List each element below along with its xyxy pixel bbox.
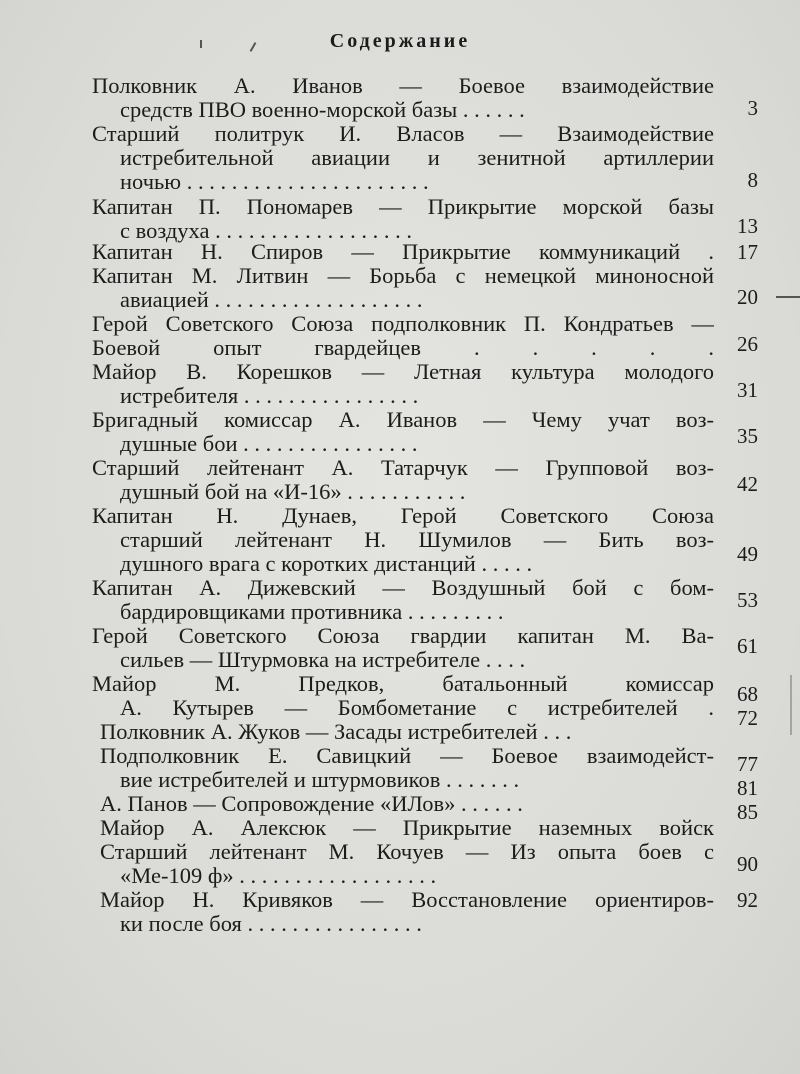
toc-page-number: 49	[737, 542, 758, 566]
toc-page-number: 61	[737, 634, 758, 658]
toc-entry-line: Полковник А. Жуков — Засады истребителей . . .	[100, 719, 572, 744]
toc-entry-line: Майор М. Предков, батальонный комиссар	[92, 671, 714, 696]
toc-entry-line: Бригадный комиссар А. Иванов — Чему учат воз-	[92, 407, 714, 432]
toc-page-number: 31	[737, 378, 758, 402]
toc-page-number: 20	[737, 285, 758, 309]
toc-page-number: 26	[737, 332, 758, 356]
toc-entry-line: Капитан П. Пономарев — Прикрытие морской базы	[92, 194, 714, 219]
toc-entry-line: душного врага с коротких дистанций . . . . .	[120, 551, 533, 576]
toc-page-number: 53	[737, 588, 758, 612]
toc-entry-line: А. Панов — Сопровождение «ИЛов» . . . . . .	[100, 791, 523, 816]
toc-entry-line: с воздуха . . . . . . . . . . . . . . . . . .	[120, 218, 412, 243]
toc-page-number: 90	[737, 852, 758, 876]
toc-entry-line: Капитан А. Дижевский — Воздушный бой с бом-	[92, 575, 714, 600]
toc-entry-line: ночью . . . . . . . . . . . . . . . . . . . . . .	[120, 169, 429, 194]
toc-entry-line: сильев — Штурмовка на истребителе . . . .	[120, 647, 526, 672]
toc-entry-line: средств ПВО военно-морской базы . . . . . .	[120, 97, 525, 122]
page-title: Содержание	[329, 30, 471, 52]
toc-entry-line: истребителя . . . . . . . . . . . . . . . .	[120, 383, 419, 408]
toc-page-number: 8	[747, 168, 758, 192]
toc-entry-line: Майор А. Алексюк — Прикрытие наземных войск	[100, 815, 714, 840]
toc-entry-line: Герой Советского Союза гвардии капитан М. Ва-	[92, 623, 714, 648]
toc-entry-line: Майор Н. Кривяков — Восстановление ориентиров-	[100, 887, 714, 912]
toc-entry-line: Майор В. Корешков — Летная культура молодого	[92, 359, 714, 384]
toc-entry-line: Капитан Н. Дунаев, Герой Советского Союза	[92, 503, 714, 528]
toc-entry-line: авиацией . . . . . . . . . . . . . . . . . . .	[120, 287, 423, 312]
toc-entry-line: Полковник А. Иванов — Боевое взаимодействие	[92, 73, 714, 98]
toc-page-number: 92	[737, 888, 758, 912]
toc-entry-line: ки после боя . . . . . . . . . . . . . . . .	[120, 911, 422, 936]
toc-entry-line: старший лейтенант Н. Шумилов — Бить воз-	[120, 527, 714, 552]
toc-page-number: 17	[737, 240, 758, 264]
toc-page-number: 35	[737, 424, 758, 448]
toc-entry-line: истребительной авиации и зенитной артиллерии	[120, 145, 714, 170]
toc-entry-line: Старший политрук И. Власов — Взаимодействие	[92, 121, 714, 146]
toc-entry-text: Герой Советского Союза подполковник П. Кондратьев — Боевой опыт гвардейцев . . . . .	[92, 312, 714, 360]
toc-page-number: 81	[737, 776, 758, 800]
toc-page-number: 85	[737, 800, 758, 824]
toc-entry-line: бардировщиками противника . . . . . . . . .	[120, 599, 504, 624]
toc-page-number: 77	[737, 752, 758, 776]
toc-entry-line: душные бои . . . . . . . . . . . . . . . .	[120, 431, 418, 456]
toc-page-number: 72	[737, 706, 758, 730]
toc-page-number: 42	[737, 472, 758, 496]
toc-entry-line: Подполковник Е. Савицкий — Боевое взаимодейст-	[100, 743, 714, 768]
toc-entry-line	[92, 312, 714, 365]
toc-entry-line: Старший лейтенант М. Кочуев — Из опыта боев с	[100, 839, 714, 864]
toc-entry-line: А. Кутырев — Бомбометание с истребителей .	[120, 695, 714, 720]
toc-entry-line: вие истребителей и штурмовиков . . . . . . .	[120, 767, 520, 792]
toc-entry-line: «Ме-109 ф» . . . . . . . . . . . . . . . . . .	[120, 863, 437, 888]
toc-page-number: 68	[737, 682, 758, 706]
toc-entry-line: Капитан М. Литвин — Борьба с немецкой миноносной	[92, 263, 714, 288]
toc-entry-line: Капитан Н. Спиров — Прикрытие коммуникаций .	[92, 239, 714, 264]
toc-page-number: 13	[737, 214, 758, 238]
toc-page-number: 3	[747, 96, 758, 120]
toc-entry-line: душный бой на «И-16» . . . . . . . . . . .	[120, 479, 466, 504]
toc-entry-line: Старший лейтенант А. Татарчук — Групповой воз-	[92, 455, 714, 480]
